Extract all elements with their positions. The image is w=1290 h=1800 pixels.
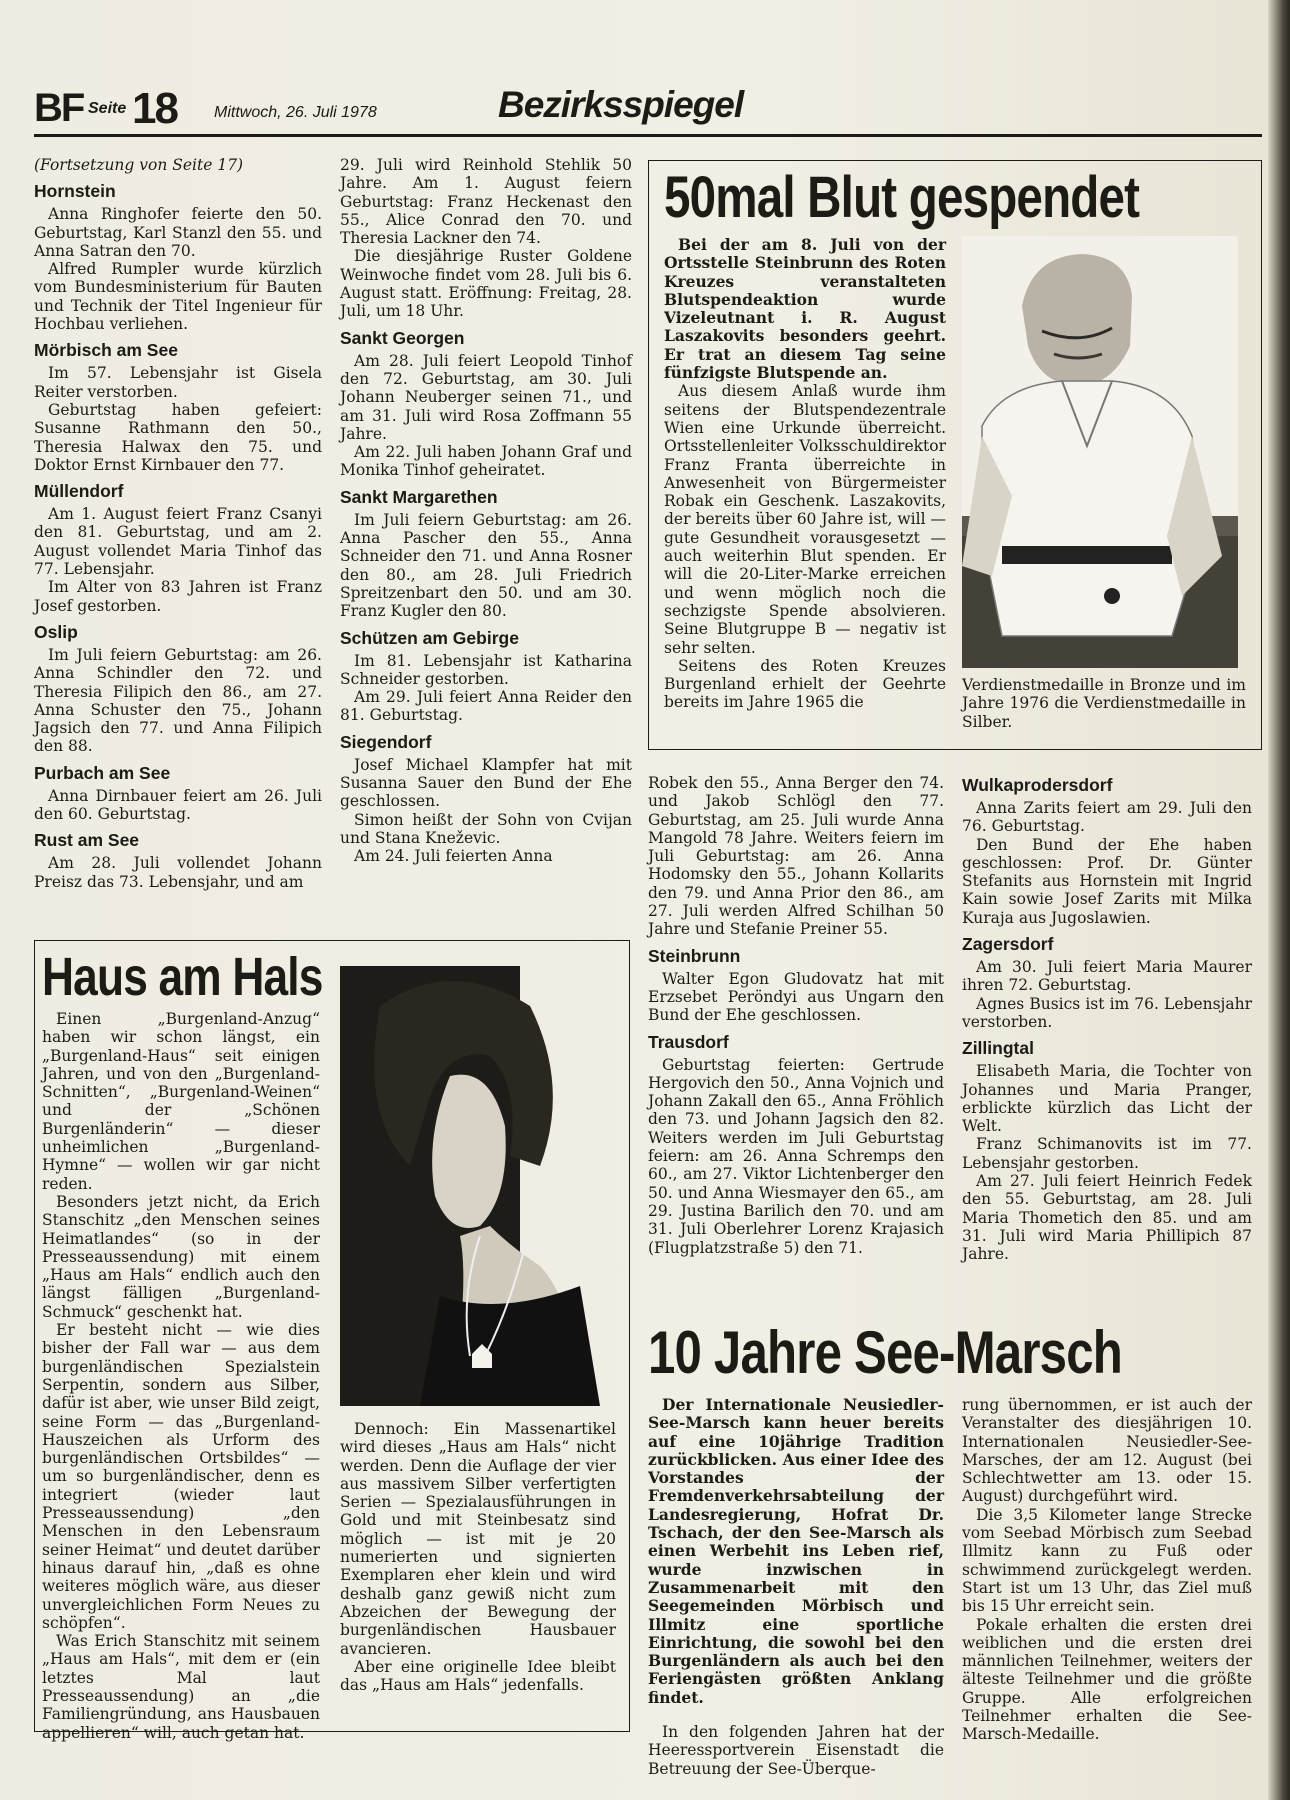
- heading-hornstein: Hornstein: [34, 181, 116, 202]
- headline-see-marsch: 10 Jahre See-Marsch: [648, 1319, 1122, 1386]
- paragraph: Anna Zarits feiert am 29. Juli den 76. Geburtstag.: [962, 799, 1252, 836]
- photo-laszakovits: [962, 236, 1238, 668]
- column-1: [34, 156, 322, 891]
- heading-purbach: Purbach am See: [34, 762, 171, 783]
- column-3-lower: [648, 774, 944, 1257]
- blut-text: [664, 236, 946, 712]
- column-2: [340, 156, 632, 866]
- paragraph: Im 81. Lebensjahr ist Katharina Schneider gestorben.: [340, 651, 632, 688]
- paragraph: Robek den 55., Anna Berger den 74. und Jakob Schlögl den 77. Geburtstag, am 25. Juli wurde Anna Mangold 78 Jahre. Weiters feiern im Juli Geburtstag: am 26. Anna Hodomsky den 55., Johann Kollarits den 79. und Anna Prior den 86., am 27. Juli werden Alfred Schilhan 50 Jahre und Stefanie Preiner 55.: [648, 774, 944, 939]
- header-rule: [34, 134, 1262, 137]
- paragraph: Am 1. August feiert Franz Csanyi den 81. Geburtstag, und am 2. August vollendet Maria Tinhof das 77. Lebensjahr.: [34, 505, 322, 579]
- see-text-right: [962, 1396, 1252, 1744]
- photo-woman-necklace: [340, 966, 616, 1406]
- heading-muellendorf: Müllendorf: [34, 481, 124, 502]
- page-edge-shadow: [1268, 0, 1290, 1800]
- heading-oslip: Oslip: [34, 621, 78, 642]
- paragraph: Dennoch: Ein Massenartikel wird dieses „Haus am Hals“ nicht werden. Denn die Auflage der vier aus massivem Silber verfertigten Serien — Spezialausführungen in Gold und mit Steinbesatz sind möglich — ist mit je 20 numerierten und signierten Exemplaren eher klein und wird deshalb ganz gewiß nicht zum Abzeichen der Bewegung der burgenländischen Hausbauer avancieren.: [340, 1420, 616, 1658]
- heading-siegendorf: Siegendorf: [340, 731, 432, 752]
- haus-text-right: [340, 1420, 616, 1694]
- paragraph: Simon heißt der Sohn von Cvijan und Stana Kneževic.: [340, 810, 632, 847]
- paragraph: Franz Schimanovits ist im 77. Lebensjahr gestorben.: [962, 1135, 1252, 1172]
- paragraph: Anna Ringhofer feierte den 50. Geburtstag, Karl Stanzl den 55. und Anna Satran den 70.: [34, 205, 322, 260]
- paragraph: Elisabeth Maria, die Tochter von Johannes und Maria Pranger, erblickte kürzlich das Licht der Welt.: [962, 1062, 1252, 1136]
- column-4-lower: [962, 774, 1252, 1264]
- paragraph: Agnes Busics ist im 76. Lebensjahr verstorben.: [962, 994, 1252, 1031]
- section-title: Bezirksspiegel: [498, 84, 744, 125]
- paragraph: 29. Juli wird Reinhold Stehlik 50 Jahre. Am 1. August feiern Geburtstag: Franz Heckenast den 55., Alice Conrad den 70. und Theresia Lackner den 74.: [340, 156, 632, 248]
- paragraph: Im Alter von 83 Jahren ist Franz Josef gestorben.: [34, 578, 322, 615]
- heading-steinbrunn: Steinbrunn: [648, 945, 741, 966]
- paragraph: Am 30. Juli feiert Maria Maurer ihren 72. Geburtstag.: [962, 958, 1252, 995]
- paragraph: Am 22. Juli haben Johann Graf und Monika Tinhof geheiratet.: [340, 443, 632, 480]
- paragraph: Anna Dirnbauer feiert am 26. Juli den 60. Geburtstag.: [34, 786, 322, 824]
- paragraph: Seitens des Roten Kreuzes Burgenland erhielt der Geehrte bereits im Jahre 1965 die: [664, 656, 946, 712]
- lead-paragraph: Bei der am 8. Juli von der Ortsstelle Steinbrunn des Roten Kreuzes veranstalteten Blutspendeaktion wurde Vizeleutnant i. R. August Laszakovits besonders geehrt. Er trat an diesem Tag seine fünfzigste Blutspende an.: [664, 235, 946, 383]
- paragraph: Im Juli feiern Geburtstag: am 26. Anna Schindler den 72. und Theresia Filipich den 86., am 27. Anna Schuster den 75., Johann Jagsich den 77. und Anna Filipich den 88.: [34, 645, 322, 756]
- issue-date: Mittwoch, 26. Juli 1978: [214, 104, 377, 121]
- paragraph: Im Juli feiern Geburtstag: am 26. Anna Pascher den 55., Anna Schneider den 71. und Anna Rosner den 80., am 28. Juli Friedrich Spreitzenbart den 50. und am 30. Franz Kugler den 80.: [340, 510, 632, 621]
- heading-sankt-margarethen: Sankt Margarethen: [340, 486, 498, 507]
- heading-moerbisch: Mörbisch am See: [34, 340, 178, 361]
- paragraph: Am 24. Juli feierten Anna: [354, 847, 553, 866]
- see-text-left: [648, 1396, 944, 1778]
- paragraph: Geburtstag haben gefeiert: Susanne Rathmann den 50., Theresia Halwax den 75. und Doktor Ernst Kirnbauer den 77.: [34, 400, 322, 474]
- paragraph: Den Bund der Ehe haben geschlossen: Prof. Dr. Günter Stefanits aus Hornstein mit Ingrid Kain sowie Josef Zarits mit Milka Kuraja aus Jugoslawien.: [962, 835, 1252, 927]
- paper-logo: BF: [34, 86, 84, 130]
- heading-zillingtal: Zillingtal: [962, 1038, 1034, 1059]
- photo-caption-blut: Verdienstmedaille in Bronze und im Jahre 1976 die Verdienstmedaille in Silber.: [962, 676, 1246, 731]
- page-header: [34, 84, 1262, 134]
- heading-schuetzen: Schützen am Gebirge: [340, 627, 519, 648]
- woman-necklace-image: [340, 966, 616, 1406]
- paragraph: Am 28. Juli vollendet Johann Preisz das 73. Lebensjahr, und am: [34, 854, 322, 891]
- paragraph: Er besteht nicht — wie dies bisher der Fall war — aus dem burgenländischen Spezialstein Serpentin, sondern aus Silber, dafür ist aber, wie unser Bild zeigt, seine Form — das „Burgenland-Hauszeichen als Urform des burgenländischen Ortsbildes“ — um so burgenländischer, denn es integriert (wieder laut Presseaussendung) „den Menschen in den Lebensraum seiner Heimat“ und deutet darüber hinaus darauf hin, „daß es ohne weiteres möglich wäre, aus dieser unvergleichlichen Form Neues zu schöpfen“.: [42, 1321, 320, 1632]
- heading-zagersdorf: Zagersdorf: [962, 934, 1054, 955]
- paragraph: Geburtstag feierten: Gertrude Hergovich den 50., Anna Vojnich und Johann Zakall den 65., Anna Fröhlich den 73. und Johann Jagsich den 82. Weiters werden im Juli Geburtstag feiern: am 26. Anna Schremps den 60., am 27. Viktor Lichtenberger den 50. und Anna Wiesmayer den 65., am 29. Justina Barilich den 70. und am 31. Juli Oberlehrer Lorenz Krajasich (Flugplatzstraße 5) den 71.: [648, 1055, 944, 1257]
- paragraph: Was Erich Stanschitz mit seinem „Haus am Hals“, mit dem er (ein letztes Mal laut Presseaussendung) an „die Familiengründung, ans Hausbauen appellieren“ will, auch getan hat.: [42, 1632, 320, 1742]
- paragraph: rung übernommen, er ist auch der Veranstalter des diesjährigen 10. Internationalen Neusiedler-See-Marsches, der am 12. August (bei Schlechtwetter am 13. oder 15. August) durchgeführt wird.: [962, 1396, 1252, 1506]
- headline-blut: 50mal Blut gespendet: [664, 165, 1140, 230]
- paragraph: Pokale erhalten die ersten drei weiblichen und die ersten drei männlichen Teilnehmer, weiters der älteste Teilnehmer und die größte Gruppe. Alle erfolgreichen Teilnehmer erhalten die See-Marsch-Medaille.: [962, 1615, 1252, 1744]
- paragraph: Besonders jetzt nicht, da Erich Stanschitz „den Menschen seines Heimatlandes“ (so in der Presseaussendung) mit einem „Haus am Hals“ endlich auch den längst fälligen „Burgenland-Schmuck“ geschenkt hat.: [42, 1192, 320, 1321]
- paragraph: Einen „Burgenland-Anzug“ haben wir schon längst, ein „Burgenland-Haus“ seit einigen Jahren, und von den „Burgenland-Schnitten“, „Burgenland-Weinen“ und der „Schönen Burgenländerin“ — dieser unheimlichen „Burgenland-Hymne“ — wollen wir gar nicht reden.: [42, 1010, 320, 1193]
- paragraph: Aber eine originelle Idee bleibt das „Haus am Hals“ jedenfalls.: [340, 1657, 616, 1695]
- headline-haus: Haus am Hals: [42, 947, 323, 1007]
- heading-rust: Rust am See: [34, 830, 140, 851]
- heading-trausdorf: Trausdorf: [648, 1031, 729, 1052]
- paragraph: Am 29. Juli feiert Anna Reider den 81. Geburtstag.: [340, 688, 632, 725]
- paragraph: Im 57. Lebensjahr ist Gisela Reiter verstorben.: [34, 364, 322, 401]
- paragraph: Die diesjährige Ruster Goldene Weinwoche findet vom 28. Juli bis 6. August statt. Eröffnung: Freitag, 28. Juli, um 18 Uhr.: [340, 247, 632, 321]
- man-portrait-image: [962, 236, 1238, 668]
- haus-text-left: [42, 1010, 320, 1742]
- heading-wulkaprodersdorf: Wulkaprodersdorf: [962, 775, 1113, 795]
- paragraph: Die 3,5 Kilometer lange Strecke vom Seebad Mörbisch zum Seebad Illmitz kann zu Fuß oder schwimmend zurückgelegt werden. Start ist um 13 Uhr, das Ziel muß bis 15 Uhr erreicht sein.: [962, 1505, 1252, 1616]
- paragraph: In den folgenden Jahren hat der Heeressportverein Eisenstadt die Betreuung der See-Überque-: [648, 1723, 944, 1778]
- paragraph: Walter Egon Gludovatz hat mit Erzsebet Peröndyi aus Ungarn den Bund der Ehe geschlossen.: [648, 969, 944, 1025]
- paragraph: Aus diesem Anlaß wurde ihm seitens der Blutspendezentrale Wien eine Urkunde überreicht. Ortsstellenleiter Volksschuldirektor Franz Franta überreichte in Anwesenheit von Bürgermeister Robak ein Geschenk. Laszakovits, der bereits über 60 Jahre ist, will — gute Gesundheit vorausgesetzt — auch weiterhin Blut spenden. Er will die 20-Liter-Marke erreichen und wenn möglich noch die sechzigste Spende absolvieren. Seine Blutgruppe B — negativ ist sehr selten.: [664, 382, 946, 657]
- continuation-note: (Fortsetzung von Seite 17): [34, 156, 244, 174]
- page-number: 18: [132, 84, 177, 133]
- lead-paragraph: Der Internationale Neusiedler-See-Marsch kann heuer bereits auf eine 10jährige Tradition zurückblicken. Aus einer Idee des Vorstandes der Fremdenverkehrsabteilung der Landesregierung, Hofrat Dr. Tschach, der den See-Marsch als einen Werbehit ins Leben rief, wurde inzwischen in Zusammenarbeit mit den Seegemeinden Mörbisch und Illmitz eine sportliche Einrichtung, die sowohl bei den Burgenländern als auch bei den Feriengästen größten Anklang findet.: [648, 1395, 944, 1707]
- paragraph: Josef Michael Klampfer hat mit Susanna Sauer den Bund der Ehe geschlossen.: [340, 755, 632, 811]
- paragraph: Alfred Rumpler wurde kürzlich vom Bundesministerium für Bauten und Technik der Titel Ingenieur für Hochbau verliehen.: [34, 260, 322, 334]
- paragraph: Am 28. Juli feiert Leopold Tinhof den 72. Geburtstag, am 30. Juli Johann Neuberger seinen 71., und am 31. Juli wird Rosa Zoffmann 55 Jahre.: [340, 351, 632, 443]
- heading-sankt-georgen: Sankt Georgen: [340, 327, 465, 348]
- paragraph: Am 27. Juli feiert Heinrich Fedek den 55. Geburtstag, am 28. Juli Maria Thometich den 85. und am 31. Juli wird Maria Phillipich 87 Jahre.: [962, 1172, 1252, 1264]
- page-label: Seite: [88, 100, 127, 117]
